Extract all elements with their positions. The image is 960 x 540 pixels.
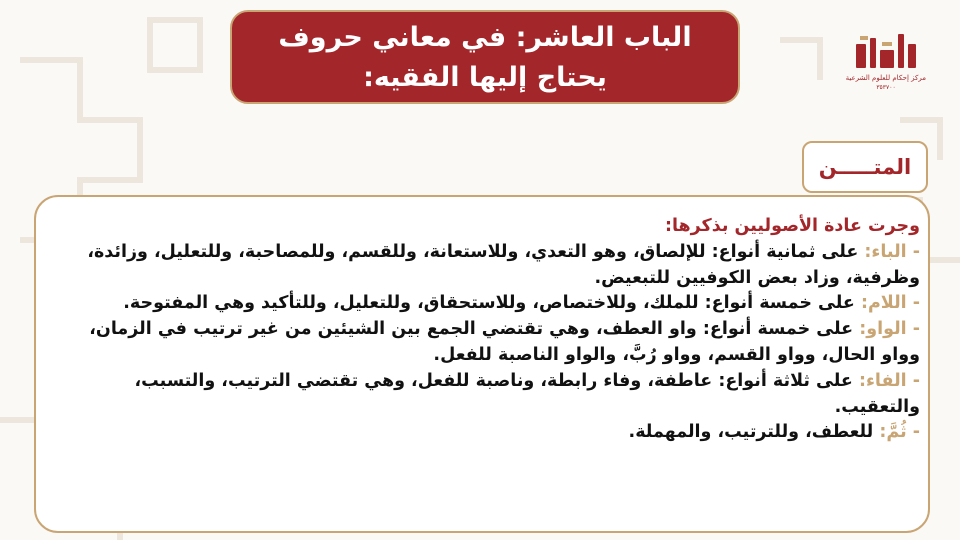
section-label-matn: المتـــــن — [802, 141, 928, 193]
item-key: - اللام: — [860, 293, 920, 314]
chapter-title-line1: الباب العاشر: في معاني حروف — [278, 22, 692, 53]
item-key: - ثُمَّ: — [879, 422, 920, 443]
logo-subtitle: مركز إحكام للعلوم الشرعية — [845, 74, 926, 82]
content-item — [58, 317, 920, 369]
content-item — [58, 291, 920, 317]
chapter-title-banner — [230, 10, 740, 104]
item-key: - الباء: — [864, 241, 920, 262]
content-text — [58, 214, 920, 446]
logo-tagline: ٣٥٣٧٠٠ — [876, 84, 896, 91]
item-text: على ثمانية أنواع: للإلصاق، وهو التعدي، وللاستعانة، وللقسم، وللمصاحبة، وللتعليل، وزائدة، وظرفية، وزاد بعض الكوفيين للتبعيض. — [87, 241, 920, 288]
ihkam-logo-mark — [852, 30, 918, 72]
content-lead: وجرت عادة الأصوليين بذكرها: — [664, 216, 920, 236]
content-item — [58, 369, 920, 421]
item-key: - الواو: — [859, 319, 920, 340]
item-text: على خمسة أنواع: للملك، وللاختصاص، وللاستحقاق، وللتعليل، وللتأكيد وهي المفتوحة. — [123, 293, 861, 314]
item-text: على خمسة أنواع: واو العطف، وهي تقتضي الجمع بين الشيئين من غير ترتيب في الزمان، وواو الحال، وواو القسم، وواو رُبَّ، والواو الناصبة للفعل. — [89, 319, 920, 365]
item-text: على ثلاثة أنواع: عاطفة، وفاء رابطة، وناصبة للفعل، وهي تقتضي الترتيب، والتسبب، والتعقيب. — [134, 370, 920, 417]
ihkam-logo — [846, 24, 926, 100]
content-item — [58, 420, 920, 446]
item-key: - الفاء: — [858, 370, 920, 391]
content-item — [58, 240, 920, 292]
chapter-title-line2: يحتاج إليها الفقيه: — [363, 62, 607, 93]
item-text: للعطف، وللترتيب، والمهملة. — [628, 422, 880, 443]
